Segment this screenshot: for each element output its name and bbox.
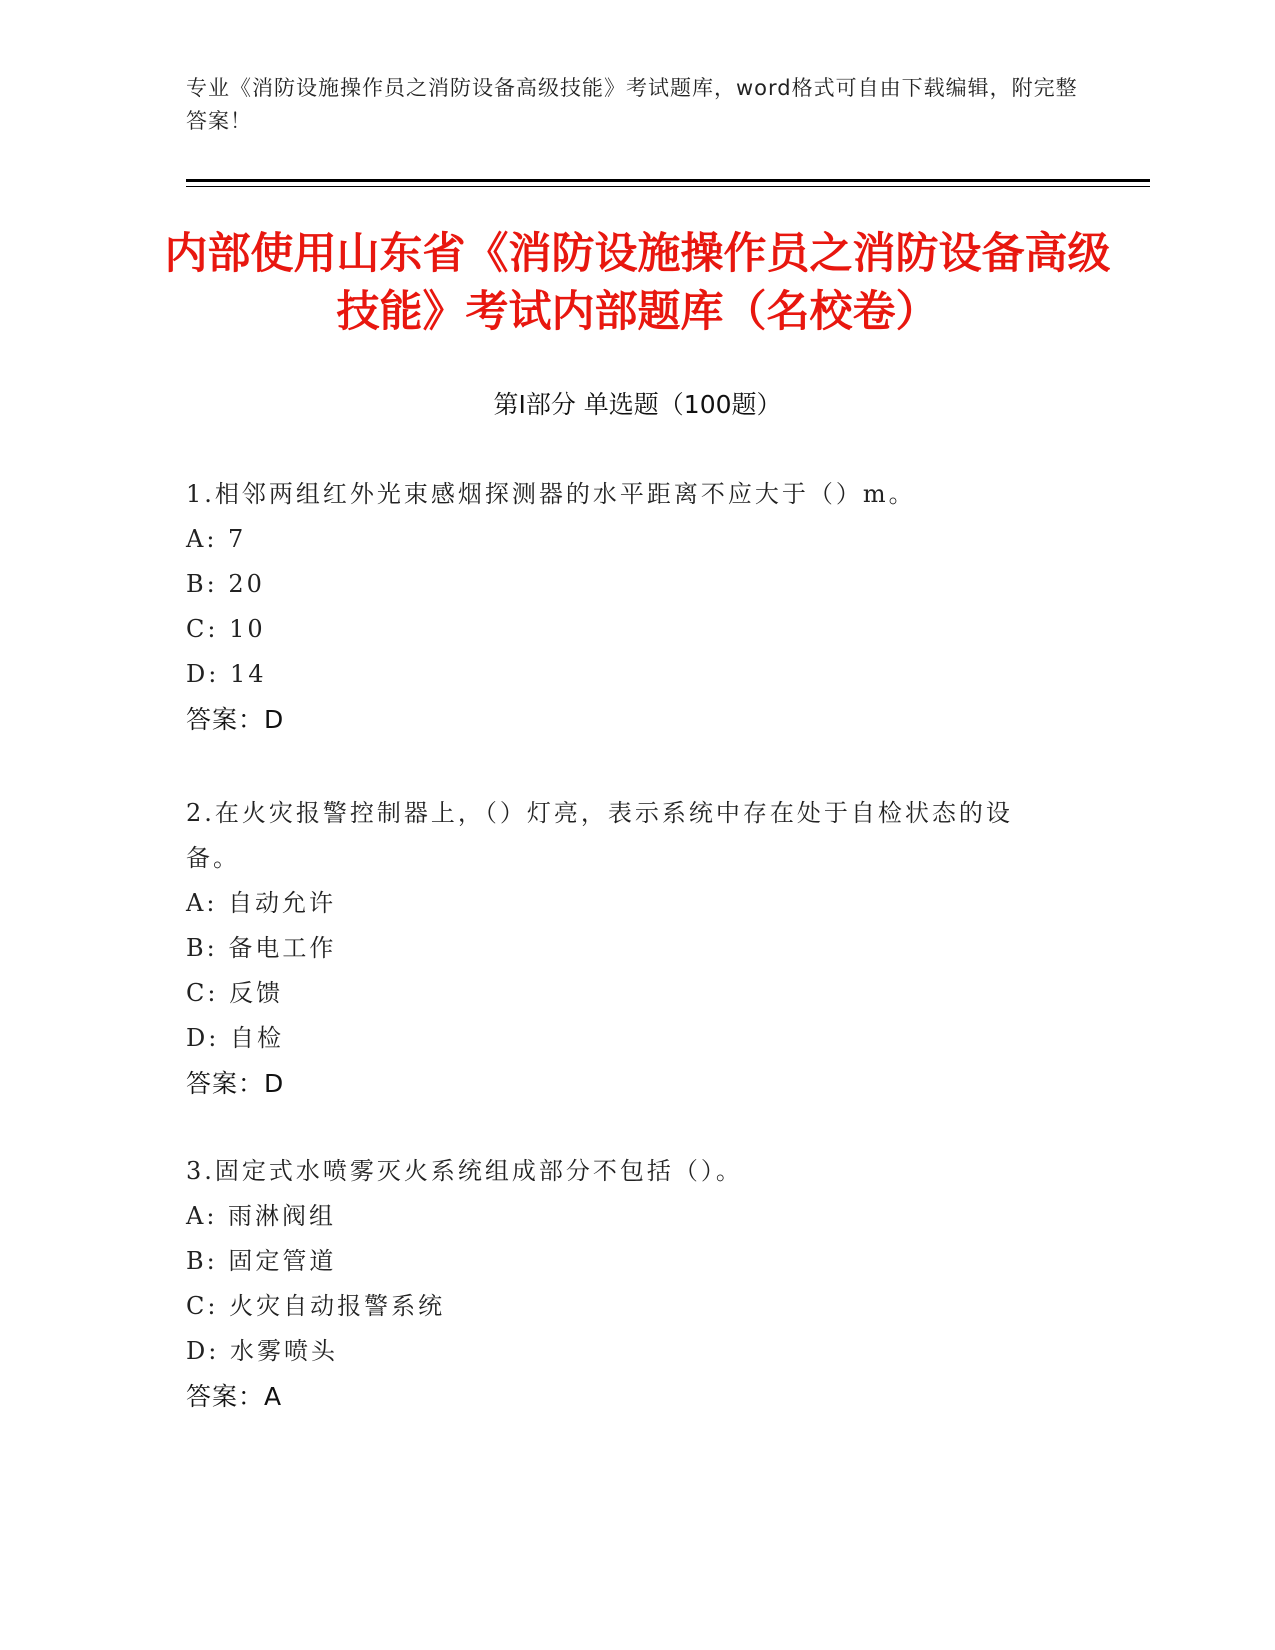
option-d: D: 14 bbox=[186, 660, 267, 688]
option-c: C: 10 bbox=[186, 615, 266, 643]
question-3 bbox=[186, 1149, 1066, 1419]
answer: 答案：D bbox=[186, 705, 285, 734]
option-a: A: 雨淋阀组 bbox=[186, 1202, 337, 1230]
option-b: B: 20 bbox=[186, 570, 265, 598]
header-note: 专业《消防设施操作员之消防设备高级技能》考试题库，word格式可自由下载编辑，附完整答案！ bbox=[186, 76, 1078, 133]
question-stem: 1.相邻两组红外光束感烟探测器的水平距离不应大于（）m。 bbox=[186, 480, 916, 508]
option-c: C: 火灾自动报警系统 bbox=[186, 1292, 446, 1320]
answer: 答案：D bbox=[186, 1069, 285, 1098]
option-b: B: 备电工作 bbox=[186, 934, 337, 962]
option-c: C: 反馈 bbox=[186, 979, 284, 1007]
header-divider-thin bbox=[186, 186, 1150, 187]
question-2 bbox=[186, 791, 1066, 1106]
option-a: A: 7 bbox=[186, 525, 247, 553]
option-b: B: 固定管道 bbox=[186, 1247, 337, 1275]
option-a: A: 自动允许 bbox=[186, 889, 337, 917]
document-title: 内部使用山东省《消防设施操作员之消防设备高级技能》考试内部题库（名校卷） bbox=[164, 229, 1111, 337]
question-1 bbox=[186, 472, 1066, 742]
question-stem: 2.在火灾报警控制器上，（）灯亮，表示系统中存在处于自检状态的设备。 bbox=[186, 799, 1013, 872]
section-heading: 第I部分 单选题（100题） bbox=[493, 390, 782, 419]
question-stem: 3.固定式水喷雾灭火系统组成部分不包括（）。 bbox=[186, 1157, 743, 1185]
header-divider-thick bbox=[186, 179, 1150, 182]
option-d: D: 水雾喷头 bbox=[186, 1337, 338, 1365]
option-d: D: 自检 bbox=[186, 1024, 284, 1052]
answer: 答案：A bbox=[186, 1382, 283, 1411]
